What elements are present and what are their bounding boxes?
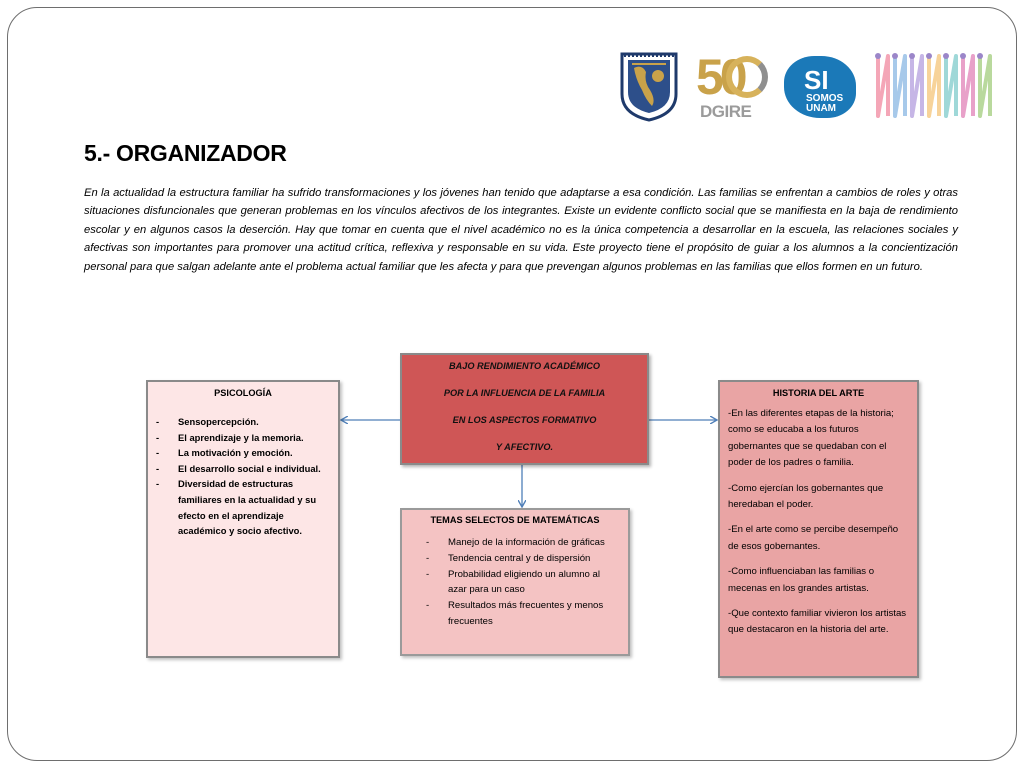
- historia-arte-box: [718, 380, 919, 678]
- logo-dot: [943, 53, 949, 59]
- list-item: - Probabilidad eligiendo un alumno al azar para un caso: [426, 567, 620, 599]
- logo-dot: [909, 53, 915, 59]
- list-item: - La motivación y emoción.: [156, 445, 330, 461]
- list-item: - Sensopercepción.: [156, 414, 330, 430]
- page-title: 5.- ORGANIZADOR: [84, 140, 287, 166]
- historia-paragraph: -Como ejercían los gobernantes que heredaban el poder.: [728, 482, 884, 511]
- center-line-2: POR LA INFLUENCIA DE LA FAMILIA: [443, 388, 606, 398]
- list-item: - El desarrollo social e individual.: [156, 461, 330, 477]
- center-line-1: BAJO RENDIMIENTO ACADÉMICO: [448, 361, 601, 371]
- list-item: - Manejo de la información de gráficas: [426, 535, 620, 551]
- dgire-50-number: 50: [696, 49, 744, 105]
- logo-dot: [875, 53, 881, 59]
- historia-paragraph: -Que contexto familiar vivieron los artistas que destacaron en la historia del arte.: [728, 608, 907, 636]
- si-somos-unam-logo: [784, 56, 856, 118]
- logo-bar: [963, 56, 973, 116]
- psicologia-list: [156, 414, 330, 539]
- matematicas-title: TEMAS SELECTOS DE MATEMÁTICAS: [430, 515, 600, 525]
- colored-bars-logo: [872, 50, 1000, 122]
- center-line-4: Y AFECTIVO.: [495, 442, 554, 452]
- matematicas-box: [400, 508, 630, 656]
- logo-bar: [912, 56, 922, 116]
- historia-arte-title: HISTORIA DEL ARTE: [772, 388, 865, 398]
- historia-paragraph: -Como influenciaban las familias o mecenas en los grandes artistas.: [728, 566, 875, 594]
- logo-bar: [946, 56, 956, 116]
- logo-bar: [895, 56, 905, 116]
- psicologia-box: [146, 380, 340, 658]
- logo-bar: [929, 56, 939, 116]
- logo-bar: [878, 56, 888, 116]
- historia-paragraph: -En las diferentes etapas de la historia; como se educaba a los futuros gobernantes que se quedaban con el poder de los padres o familia.: [728, 408, 894, 469]
- list-item: - Diversidad de estructuras familiares en la actualidad y su efecto en el aprendizaje académico y socio afectivo.: [156, 476, 330, 538]
- logo-dot: [977, 53, 983, 59]
- si-logo-text: SI: [804, 65, 829, 95]
- si-logo-small-text: SOMOS UNAM: [806, 93, 844, 114]
- dgire-50-logo: [694, 49, 772, 122]
- list-item: - El aprendizaje y la memoria.: [156, 430, 330, 446]
- list-item: - Resultados más frecuentes y menos frecuentes: [426, 598, 620, 630]
- unam-seal-icon: [618, 50, 680, 122]
- center-topic-box: [400, 353, 649, 465]
- list-item: - Tendencia central y de dispersión: [426, 551, 620, 567]
- logo-dot: [960, 53, 966, 59]
- matematicas-list: [410, 535, 620, 630]
- intro-paragraph: En la actualidad la estructura familiar ha sufrido transformaciones y los jóvenes han tenido que adaptarse a esa condición. Las familias se enfrentan a cambios de roles y otras situaciones disfuncionales que generan problemas en los vínculos afectivos de los integrantes. Existe un evidente conflicto social que se manifiesta en la baja de rendimiento escolar y en algunos casos la deserción. Hay que tomar en cuenta que el nivel académico no es la única competencia a desarrollar en la escuela, las relaciones sociales y afectivas son importantes para promover una actitud crítica, reflexiva y responsable en su vida. Este proyecto tiene el propósito de guiar a los alumnos a la concientización personal para que salgan adelante ante el problema actual familiar que les afecta y para que prevengan algunos problemas en las familias que ellos formen en un futuro.: [84, 187, 958, 273]
- logo-bar: [980, 56, 990, 116]
- logo-strip: [618, 48, 1000, 126]
- logo-dot: [892, 53, 898, 59]
- dgire-text: DGIRE: [700, 102, 752, 121]
- center-line-3: EN LOS ASPECTOS FORMATIVO: [452, 415, 597, 425]
- logo-dot: [926, 53, 932, 59]
- psicologia-title: PSICOLOGÍA: [214, 388, 272, 398]
- historia-paragraph: -En el arte como se percibe desempeño de esos gobernantes.: [728, 524, 899, 552]
- dgire-ring-icon: [726, 56, 768, 98]
